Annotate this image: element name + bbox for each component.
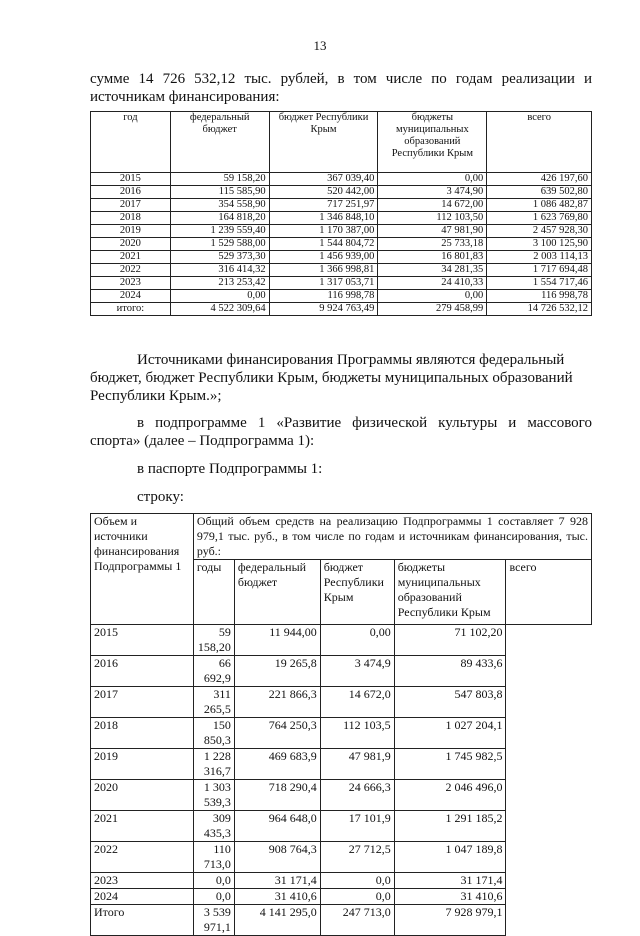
t1-cell: 1 366 998,81 [269, 264, 378, 277]
t2-cell: 908 764,3 [234, 842, 320, 873]
t1-cell: 426 197,60 [487, 173, 592, 186]
t1-header-federal: федеральный бюджет [170, 112, 269, 173]
para2-line-1 [137, 414, 592, 432]
t1-cell: 2 457 928,30 [487, 225, 592, 238]
t1-row [91, 212, 592, 225]
intro-line-2: источникам финансирования: [90, 89, 280, 105]
t1-cell: 3 100 125,90 [487, 238, 592, 251]
t2-row [91, 780, 592, 811]
t2-cell: 2 046 496,0 [394, 780, 506, 811]
t1-cell: 59 158,20 [170, 173, 269, 186]
t1-cell: 279 458,99 [378, 303, 487, 316]
funding-table-program [90, 111, 592, 316]
t1-cell: 367 039,40 [269, 173, 378, 186]
t1-cell: 1 170 387,00 [269, 225, 378, 238]
intro-word: по [431, 71, 447, 87]
t1-cell: 0,00 [378, 290, 487, 303]
t2-header-years: годы [193, 560, 234, 625]
t1-cell: 1 544 804,72 [269, 238, 378, 251]
t2-cell: 311 265,5 [193, 687, 234, 718]
t2-cell: 221 866,3 [234, 687, 320, 718]
t2-cell: 2019 [91, 749, 194, 780]
t1-header-municipal: бюджеты муниципальных образований Республики Крым [378, 112, 487, 173]
t1-cell: 2 003 114,13 [487, 251, 592, 264]
t1-row [91, 303, 592, 316]
t2-cell: 0,0 [193, 889, 234, 905]
t1-cell: 9 924 763,49 [269, 303, 378, 316]
t2-cell: Итого [91, 905, 194, 936]
t1-row [91, 238, 592, 251]
t2-cell: 764 250,3 [234, 718, 320, 749]
t2-header-federal: федеральный бюджет [234, 560, 320, 625]
t2-cell: 31 171,4 [394, 873, 506, 889]
intro-word: реализации [501, 71, 575, 87]
t1-cell: 1 623 769,80 [487, 212, 592, 225]
t2-cell: 14 672,0 [320, 687, 394, 718]
para3: в паспорте Подпрограммы 1: [137, 461, 323, 477]
t1-cell: 2018 [91, 212, 171, 225]
t2-cell: 17 101,9 [320, 811, 394, 842]
t2-row [91, 656, 592, 687]
t2-cell: 0,0 [320, 889, 394, 905]
t2-cell: 7 928 979,1 [394, 905, 506, 936]
para2-line-2: спорта» (далее – Подпрограмма 1): [90, 433, 315, 449]
t1-cell: 354 558,90 [170, 199, 269, 212]
t2-cell: 27 712,5 [320, 842, 394, 873]
t2-row [91, 842, 592, 873]
t2-cell: 31 171,4 [234, 873, 320, 889]
page-number: 13 [313, 38, 327, 53]
t2-left-label: Объем и источники финансирования Подпрограммы 1 [91, 514, 194, 625]
t2-cell: 0,0 [193, 873, 234, 889]
t1-cell: 1 346 848,10 [269, 212, 378, 225]
t1-row [91, 251, 592, 264]
t2-header-crimea: бюджет Республики Крым [320, 560, 394, 625]
t1-row [91, 225, 592, 238]
para2-word: в [137, 415, 145, 431]
t1-cell: 213 253,42 [170, 277, 269, 290]
t1-cell: 116 998,78 [487, 290, 592, 303]
t1-cell: 25 733,18 [378, 238, 487, 251]
t1-cell: 2020 [91, 238, 171, 251]
intro-word: 14 [138, 71, 154, 87]
para1-line-3: Республики Крым.»; [90, 388, 222, 404]
t1-row [91, 173, 592, 186]
intro-word: сумме [90, 71, 130, 87]
para2-word: 1 [257, 415, 266, 431]
t1-cell: 112 103,50 [378, 212, 487, 225]
para2-word: подпрограмме [155, 415, 247, 431]
t1-cell: 316 414,32 [170, 264, 269, 277]
t1-cell: 14 672,00 [378, 199, 487, 212]
t2-row [91, 718, 592, 749]
t1-cell: 47 981,90 [378, 225, 487, 238]
t1-cell: 0,00 [378, 173, 487, 186]
t1-cell: 16 801,83 [378, 251, 487, 264]
t2-cell: 1 047 189,8 [394, 842, 506, 873]
t1-cell: 116 998,78 [269, 290, 378, 303]
t1-cell: 2015 [91, 173, 171, 186]
t2-cell: 1 228 316,7 [193, 749, 234, 780]
t1-cell: 2019 [91, 225, 171, 238]
t2-cell: 2022 [91, 842, 194, 873]
t2-header-total: всего [506, 560, 592, 625]
para2-word: физической [352, 415, 428, 431]
t2-cell: 71 102,20 [394, 625, 506, 656]
t1-cell: 1 317 053,71 [269, 277, 378, 290]
intro-word: числе [385, 71, 423, 87]
t2-cell: 24 666,3 [320, 780, 394, 811]
t1-row [91, 199, 592, 212]
t2-cell: 1 745 982,5 [394, 749, 506, 780]
t1-cell: 639 502,80 [487, 186, 592, 199]
t2-header-municipal: бюджеты муниципальных образований Республики Крым [394, 560, 506, 625]
t1-cell: 529 373,30 [170, 251, 269, 264]
t1-cell: 115 585,90 [170, 186, 269, 199]
t1-row [91, 264, 592, 277]
t2-cell: 1 027 204,1 [394, 718, 506, 749]
t2-row [91, 687, 592, 718]
t2-cell: 2016 [91, 656, 194, 687]
para2-word: и [508, 415, 517, 431]
t1-cell: 2023 [91, 277, 171, 290]
para1-line-1: Источниками финансирования Программы являются федеральный [137, 352, 565, 368]
intro-word: том [353, 71, 377, 87]
para1-line-2: бюджет, бюджет Республики Крым, бюджеты муниципальных образований [90, 370, 573, 386]
t2-cell: 2024 [91, 889, 194, 905]
t2-cell: 2015 [91, 625, 194, 656]
t2-cell: 718 290,4 [234, 780, 320, 811]
t1-cell: 2022 [91, 264, 171, 277]
intro-word: 532,12 [194, 71, 236, 87]
t2-row [91, 889, 592, 905]
t2-cell: 2023 [91, 873, 194, 889]
t2-cell: 247 713,0 [320, 905, 394, 936]
para2-word: массового [527, 415, 592, 431]
t2-cell: 4 141 295,0 [234, 905, 320, 936]
t1-row [91, 290, 592, 303]
t2-cell: 110 713,0 [193, 842, 234, 873]
t1-cell: 4 522 309,64 [170, 303, 269, 316]
t2-cell: 547 803,8 [394, 687, 506, 718]
t1-header-year: год [91, 112, 171, 173]
t2-row [91, 905, 592, 936]
intro-line-1 [90, 70, 592, 88]
t2-cell: 2021 [91, 811, 194, 842]
t1-cell: 1 554 717,46 [487, 277, 592, 290]
t2-row [91, 873, 592, 889]
para4: строку: [137, 489, 184, 505]
t1-cell: 1 456 939,00 [269, 251, 378, 264]
t2-cell: 31 410,6 [394, 889, 506, 905]
t1-cell: 2017 [91, 199, 171, 212]
t2-row [91, 625, 592, 656]
t2-cell: 2017 [91, 687, 194, 718]
t2-cell: 1 303 539,3 [193, 780, 234, 811]
t2-cell: 11 944,00 [234, 625, 320, 656]
t2-cell: 469 683,9 [234, 749, 320, 780]
t2-cell: 964 648,0 [234, 811, 320, 842]
t2-cell: 0,0 [320, 873, 394, 889]
intro-word: годам [455, 71, 493, 87]
t1-cell: 14 726 532,12 [487, 303, 592, 316]
intro-word: и [583, 71, 592, 87]
t2-cell: 3 474,9 [320, 656, 394, 687]
t1-cell: 1 717 694,48 [487, 264, 592, 277]
para2-word: культуры [438, 415, 498, 431]
t1-header-total: всего [487, 112, 592, 173]
t1-cell: 520 442,00 [269, 186, 378, 199]
intro-word: тыс. [244, 71, 272, 87]
t2-cell: 66 692,9 [193, 656, 234, 687]
intro-word: рублей, [280, 71, 329, 87]
t1-cell: 2021 [91, 251, 171, 264]
t2-cell: 89 433,6 [394, 656, 506, 687]
t2-cell: 2020 [91, 780, 194, 811]
t2-cell: 150 850,3 [193, 718, 234, 749]
t1-cell: 0,00 [170, 290, 269, 303]
t1-cell: 164 818,20 [170, 212, 269, 225]
t2-cell: 31 410,6 [234, 889, 320, 905]
t1-cell: 1 086 482,87 [487, 199, 592, 212]
para2-word: «Развитие [276, 415, 342, 431]
t2-cell: 59 158,20 [193, 625, 234, 656]
intro-word: в [337, 71, 345, 87]
t2-row [91, 749, 592, 780]
t1-cell: 34 281,35 [378, 264, 487, 277]
t1-cell: 3 474,90 [378, 186, 487, 199]
t2-row [91, 811, 592, 842]
t2-summary: Общий объем средств на реализацию Подпрограммы 1 составляет 7 928 979,1 тыс. руб., в том числе по годам и источникам финансирования, тыс. руб.: [193, 514, 591, 560]
t2-cell: 112 103,5 [320, 718, 394, 749]
t2-cell: 0,00 [320, 625, 394, 656]
t1-header-crimea: бюджет Республики Крым [269, 112, 378, 173]
t1-cell: итого: [91, 303, 171, 316]
t2-cell: 2018 [91, 718, 194, 749]
t1-cell: 2016 [91, 186, 171, 199]
t2-cell: 3 539 971,1 [193, 905, 234, 936]
t1-row [91, 277, 592, 290]
t1-cell: 24 410,33 [378, 277, 487, 290]
t2-cell: 309 435,3 [193, 811, 234, 842]
t1-cell: 1 239 559,40 [170, 225, 269, 238]
t1-cell: 2024 [91, 290, 171, 303]
t2-cell: 19 265,8 [234, 656, 320, 687]
intro-word: 726 [162, 71, 186, 87]
funding-table-subprogram [90, 513, 592, 936]
t2-cell: 47 981,9 [320, 749, 394, 780]
t1-cell: 717 251,97 [269, 199, 378, 212]
t2-cell: 1 291 185,2 [394, 811, 506, 842]
t1-row [91, 186, 592, 199]
t1-cell: 1 529 588,00 [170, 238, 269, 251]
